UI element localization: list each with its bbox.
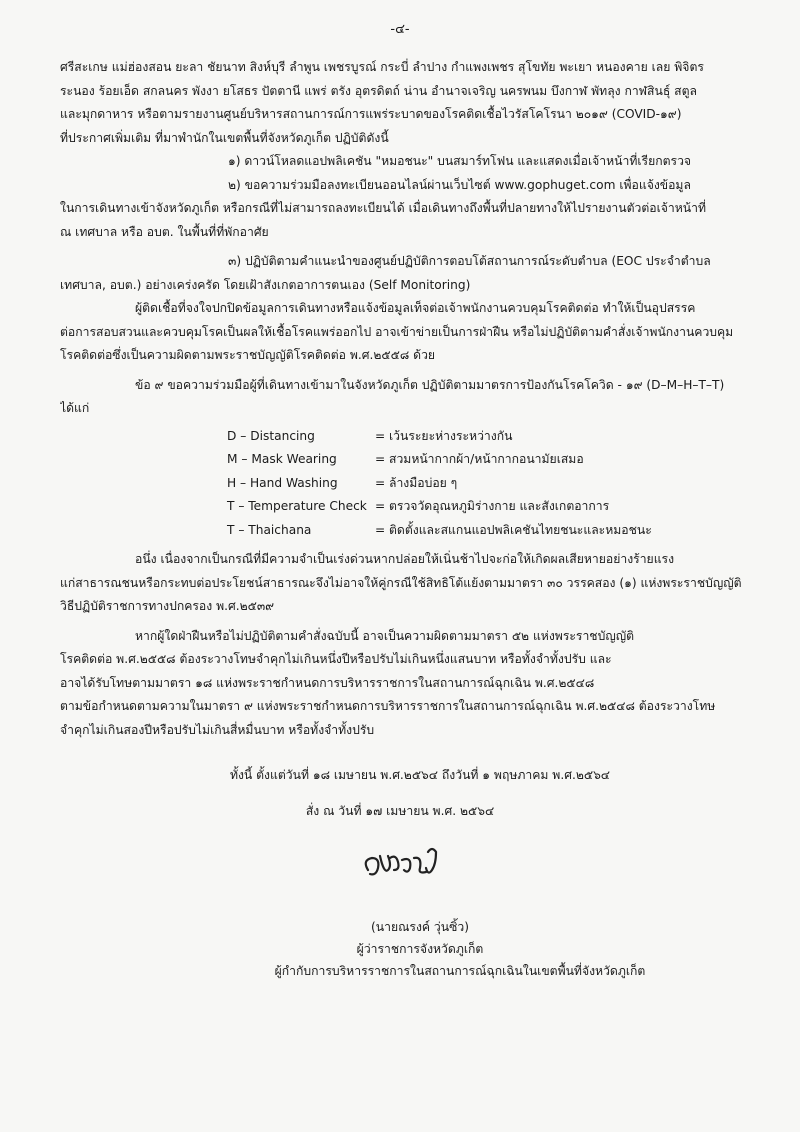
signer-name: (นายณรงค์ วุ่นซิ้ว)	[371, 920, 469, 934]
item-2	[60, 174, 750, 245]
paragraph-concealment	[60, 297, 750, 368]
text-line: ต่อการสอบสวนและควบคุมโรคเป็นผลให้เชื้อโรคแพร่ออกไป อาจเข้าข่ายเป็นการฝ่าฝืน หรือไม่ปฏิบัติตามคำสั่งเจ้าพนักงานควบคุม	[60, 324, 734, 339]
text-line: อาจได้รับโทษตามมาตรา ๑๘ แห่งพระราชกำหนดการบริหารราชการในสถานการณ์ฉุกเฉิน พ.ศ.๒๕๔๘	[60, 675, 595, 690]
text-line: ณ เทศบาล หรือ อบต. ในพื้นที่ที่พักอาศัย	[60, 224, 269, 239]
text-line: ๓) ปฏิบัติตามคำแนะนำของศูนย์ปฏิบัติการตอบโต้สถานการณ์ระดับตำบล (EOC ประจำตำบล	[228, 254, 711, 268]
text-line: ผู้ติดเชื้อที่จงใจปกปิดข้อมูลการเดินทางหรือแจ้งข้อมูลเท็จต่อเจ้าพนักงานควบคุมโรคติดต่อ ทำให้เป็นอุปสรรค	[135, 301, 696, 315]
text-line: โรคติดต่อซึ่งเป็นความผิดตามพระราชบัญญัติโรคติดต่อ พ.ศ.๒๕๕๘ ด้วย	[60, 348, 436, 362]
text-line: วิธีปฏิบัติราชการทางปกครอง พ.ศ.๒๕๓๙	[60, 599, 275, 613]
text-line: แก่สาธารณชนหรือกระทบต่อประโยชน์สาธารณะจึงไม่อาจให้คู่กรณีใช้สิทธิโต้แย้งตามมาตรา ๓๐ วรรคสอง (๑) แห่งพระราชบัญญัติ	[60, 575, 742, 590]
text-line: ศรีสะเกษ แม่ฮ่องสอน ยะลา ชัยนาท สิงห์บุรี ลำพูน เพชรบูรณ์ กระบี่ ลำปาง กำแพงเพชร สุโขทัย พะเยา หนองคาย เลย พิจิตร	[60, 60, 704, 74]
text-line: และมุกดาหาร หรือตามรายงานศูนย์บริหารสถานการณ์การแพร่ระบาดของโรคติดเชื้อไวรัสโคโรนา ๒๐๑๙ (COVID-๑๙)	[60, 107, 682, 121]
page-number: -๔-	[390, 22, 410, 37]
text-line: จำคุกไม่เกินสองปีหรือปรับไม่เกินสี่หมื่นบาท หรือทั้งจำทั้งปรับ	[60, 722, 375, 737]
list-item: D – Distancing = เว้นระยะห่างระหว่างกัน	[227, 428, 513, 443]
item-1: ๑) ดาวน์โหลดแอปพลิเคชัน "หมอชนะ" บนสมาร์ทโฟน และแสดงเมื่อเจ้าหน้าที่เรียกตรวจ	[228, 154, 692, 168]
order-date: สั่ง ณ วันที่ ๑๗ เมษายน พ.ศ. ๒๕๖๔	[305, 804, 495, 818]
list-item: H – Hand Washing = ล้างมือบ่อย ๆ	[227, 475, 458, 490]
item-3	[60, 250, 750, 297]
paragraph-penalty	[60, 625, 750, 743]
text-line: ระนอง ร้อยเอ็ด สกลนคร พังงา ยโสธร ปัตตานี แพร่ ตรัง อุตรดิตถ์ น่าน อำนาจเจริญ นครพนม บึงกาฬ พัทลุง กาฬสินธุ์ สตูล	[60, 83, 697, 98]
text-line: ที่ประกาศเพิ่มเติม ที่มาพำนักในเขตพื้นที่จังหวัดภูเก็ต ปฏิบัติดังนี้	[60, 130, 389, 145]
dmhtt-list	[60, 425, 750, 543]
signer-title: ผู้ว่าราชการจังหวัดภูเก็ต	[356, 942, 484, 956]
text-line: ในการเดินทางเข้าจังหวัดภูเก็ต หรือกรณีที่ไม่สามารถลงทะเบียนได้ เมื่อเดินทางถึงพื้นที่ปลายทางให้ไปรายงานตัวต่อเจ้าหน้าที่	[60, 201, 706, 215]
text-line: อนึ่ง เนื่องจากเป็นกรณีที่มีความจำเป็นเร่งด่วนหากปล่อยให้เนิ่นช้าไปจะก่อให้เกิดผลเสียหายอย่างร้ายแรง	[135, 552, 675, 566]
list-item: T – Thaichana = ติดตั้งและสแกนแอปพลิเคชันไทยชนะและหมอชนะ	[227, 522, 652, 537]
paragraph-urgency	[60, 548, 750, 619]
text-line: ๒) ขอความร่วมมือลงทะเบียนออนไลน์ผ่านเว็บไซต์ www.gophuget.com เพื่อแจ้งข้อมูล	[228, 177, 691, 192]
signer-role: ผู้กำกับการบริหารราชการในสถานการณ์ฉุกเฉินในเขตพื้นที่จังหวัดภูเก็ต	[274, 964, 646, 978]
text-line: โรคติดต่อ พ.ศ.๒๕๕๘ ต้องระวางโทษจำคุกไม่เกินหนึ่งปีหรือปรับไม่เกินหนึ่งแสนบาท หรือทั้งจำทั้งปรับ และ	[60, 652, 612, 666]
document-body	[60, 56, 750, 742]
paragraph-provinces	[60, 56, 750, 150]
clause-9	[60, 374, 750, 421]
text-line: ข้อ ๙ ขอความร่วมมือผู้ที่เดินทางเข้ามาในจังหวัดภูเก็ต ปฏิบัติตามมาตรการป้องกันโรคโควิด - ๑๙ (D–M–H–T–T)	[135, 377, 725, 392]
text-line: หากผู้ใดฝ่าฝืนหรือไม่ปฏิบัติตามคำสั่งฉบับนี้ อาจเป็นความผิดตามมาตรา ๕๒ แห่งพระราชบัญญัติ	[135, 628, 635, 643]
text-line: ตามข้อกำหนดตามความในมาตรา ๙ แห่งพระราชกำหนดการบริหารราชการในสถานการณ์ฉุกเฉิน พ.ศ.๒๕๔๘ ต้องระวางโทษ	[60, 699, 716, 713]
text-line: ได้แก่	[60, 401, 90, 415]
effective-period: ทั้งนี้ ตั้งแต่วันที่ ๑๘ เมษายน พ.ศ.๒๕๖๔ ถึงวันที่ ๑ พฤษภาคม พ.ศ.๒๕๖๔	[229, 768, 611, 782]
list-item: M – Mask Wearing = สวมหน้ากากผ้า/หน้ากากอนามัยเสมอ	[227, 452, 584, 466]
text-line: เทศบาล, อบต.) อย่างเคร่งครัด โดยเฝ้าสังเกตอาการตนเอง (Self Monitoring)	[60, 277, 471, 292]
list-item: T – Temperature Check = ตรวจวัดอุณหภูมิร่างกาย และสังเกตอาการ	[227, 499, 610, 513]
signature-image	[350, 840, 460, 890]
